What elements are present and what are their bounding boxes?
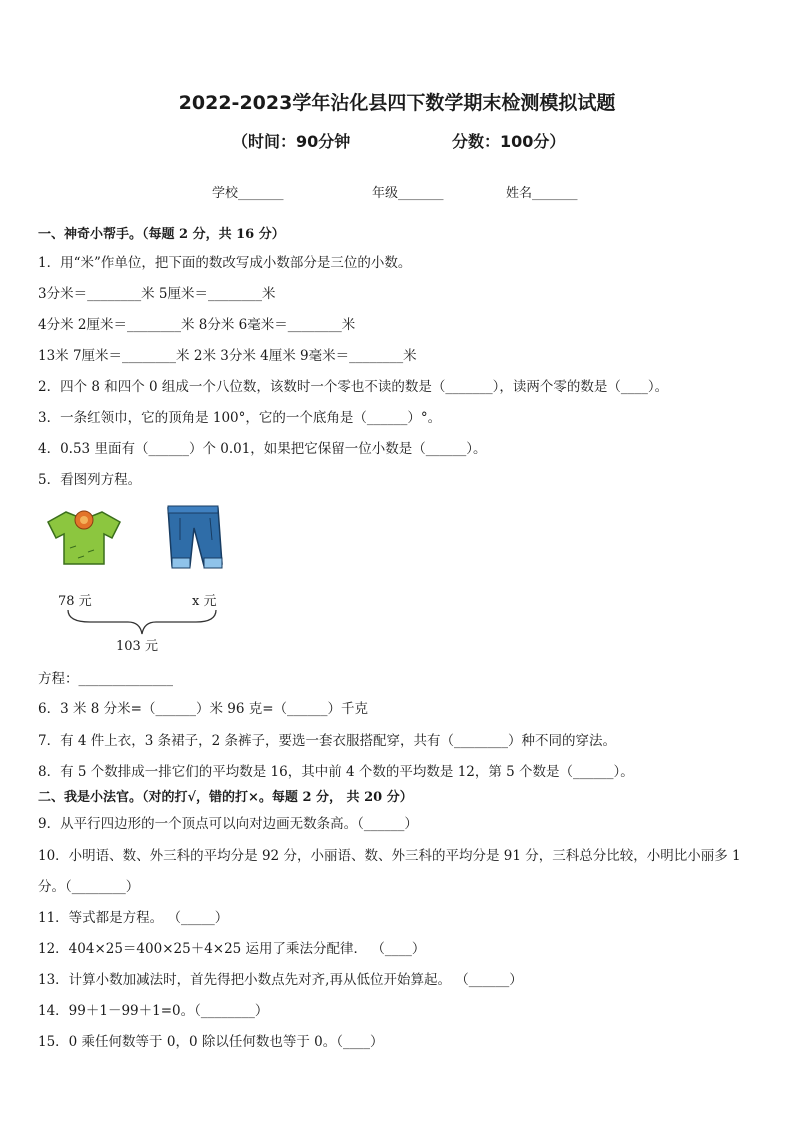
question-4: 4．0.53 里面有（______）个 0.01，如果把它保留一位小数是（______）。	[38, 441, 487, 457]
section-2-heading: 二、我是小法官。（对的打√，错的打×。每题 2 分， 共 20 分）	[38, 790, 413, 805]
question-1c: 13米 7厘米＝________米 2米 3分米 4厘米 9毫米＝________米	[38, 348, 417, 364]
question-8: 8．有 5 个数排成一排它们的平均数是 16，其中前 4 个数的平均数是 12，第 5 个数是（______）。	[38, 764, 634, 780]
question-1a: 3分米＝________米 5厘米＝________米	[38, 286, 276, 302]
shirt-price-label: 78 元	[58, 594, 92, 609]
question-14: 14．99＋1－99＋1=0。（________）	[38, 1003, 269, 1019]
question-3: 3．一条红领巾，它的顶角是 100°，它的一个底角是（______）°。	[38, 410, 442, 426]
grade-field: 年级_______	[372, 186, 444, 201]
question-11: 11．等式都是方程。 （_____）	[38, 910, 229, 926]
question-13: 13．计算小数加减法时，首先得把小数点先对齐,再从低位开始算起。 （______）	[38, 972, 523, 988]
question-9: 9．从平行四边形的一个顶点可以向对边画无数条高。（______）	[38, 816, 418, 832]
question-2: 2．四个 8 和四个 0 组成一个八位数，该数时一个零也不读的数是（_______），读两个零的数是（____）。	[38, 379, 669, 395]
question-1: 1．用“米”作单位，把下面的数改写成小数部分是三位的小数。	[38, 255, 412, 271]
equation-figure	[40, 500, 240, 660]
question-5-answer: 方程：______________	[38, 671, 173, 687]
question-1b: 4分米 2厘米＝________米 8分米 6毫米＝________米	[38, 317, 356, 333]
question-12: 12．404×25＝400×25＋4×25 运用了乘法分配律． （____）	[38, 941, 426, 957]
total-score: 分数：100分）	[452, 132, 566, 151]
question-6: 6．3 米 8 分米=（______）米 96 克=（______）千克	[38, 701, 369, 717]
name-field: 姓名_______	[506, 186, 578, 201]
question-10-cont: 分。（________）	[38, 879, 140, 895]
pants-price-label: x 元	[192, 594, 217, 609]
time-limit: （时间：90分钟	[232, 132, 351, 151]
total-price-label: 103 元	[116, 639, 158, 654]
page-title: 2022-2023学年沾化县四下数学期末检测模拟试题	[178, 92, 616, 114]
section-1-heading: 一、神奇小帮手。（每题 2 分，共 16 分）	[38, 227, 285, 242]
question-7: 7．有 4 件上衣，3 条裙子，2 条裤子，要选一套衣服搭配穿，共有（________）种不同的穿法。	[38, 733, 617, 749]
question-5: 5．看图列方程。	[38, 472, 142, 488]
t-shirt-icon	[48, 511, 120, 564]
question-15: 15．0 乘任何数等于 0，0 除以任何数也等于 0。（____）	[38, 1034, 384, 1050]
school-field: 学校_______	[212, 186, 284, 201]
pants-icon	[168, 506, 222, 568]
total-brace	[68, 610, 216, 634]
question-10: 10．小明语、数、外三科的平均分是 92 分，小丽语、数、外三科的平均分是 91 分，三科总分比较，小明比小丽多 1	[38, 848, 741, 864]
